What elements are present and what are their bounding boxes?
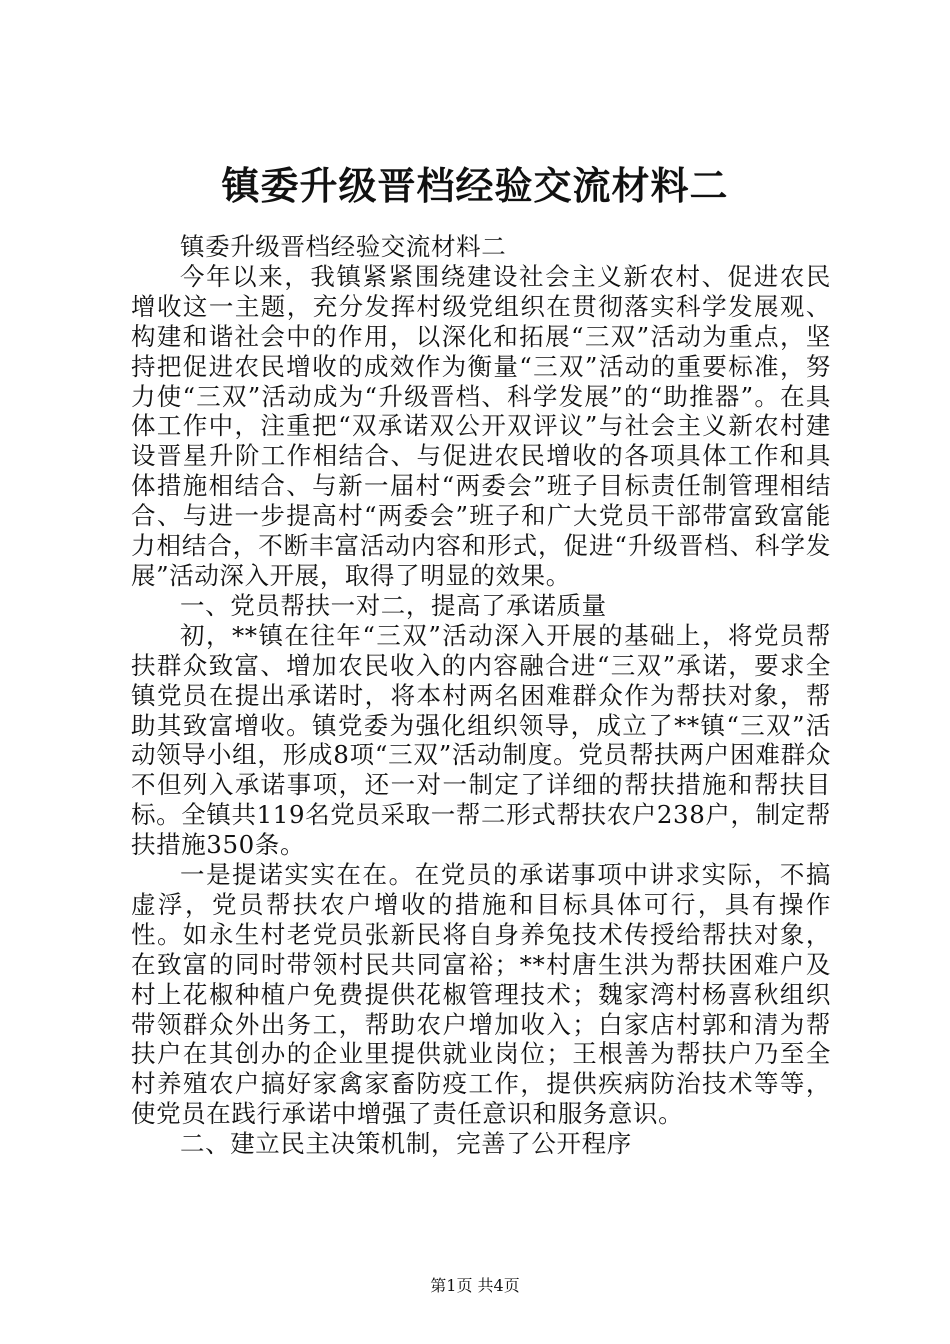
- section-heading-1: 一、党员帮扶一对二，提高了承诺质量: [180, 590, 607, 620]
- body-paragraph: 一是提诺实实在在。在党员的承诺事项中讲求实际，不搞虚浮，党员帮扶农户增收的措施和目标具体可行，具有操作性。如永生村老党员张新民将自身养兔技术传授给帮扶对象，在致富的同时带领村民共同富裕；**村唐生洪为帮扶困难户及村上花椒种植户免费提供花椒管理技术；魏家湾村杨喜秋组织带领群众外出务工，帮助农户增加收入；白家店村郭和清为帮扶户在其创办的企业里提供就业岗位；王根善为帮扶户乃至全村养殖农户搞好家禽家畜防疫工作，提供疾病防治技术等等，使党员在践行承诺中增强了责任意识和服务意识。: [131, 860, 831, 1129]
- subtitle-paragraph: 镇委升级晋档经验交流材料二: [180, 232, 507, 261]
- intro-paragraph: 今年以来，我镇紧紧围绕建设社会主义新农村、促进农民增收这一主题，充分发挥村级党组织在贯彻落实科学发展观、构建和谐社会中的作用，以深化和拓展“三双”活动为重点，坚持把促进农民增收的成效作为衡量“三双”活动的重要标准，努力使“三双”活动成为“升级晋档、科学发展”的“助推器”。在具体工作中，注重把“双承诺双公开双评议”与社会主义新农村建设晋星升阶工作相结合、与促进农民增收的各项具体工作和具体措施相结合、与新一届村“两委会”班子目标责任制管理相结合、与进一步提高村“两委会”班子和广大党员干部带富致富能力相结合，不断丰富活动内容和形式，促进“升级晋档、科学发展”活动深入开展，取得了明显的效果。: [131, 261, 831, 590]
- page-number-footer: 第1页 共4页: [430, 1276, 520, 1295]
- section-heading-2: 二、建立民主决策机制，完善了公开程序: [180, 1129, 632, 1159]
- document-title: 镇委升级晋档经验交流材料二: [221, 164, 729, 208]
- document-body: [131, 232, 831, 1159]
- body-paragraph: 初，**镇在往年“三双”活动深入开展的基础上，将党员帮扶群众致富、增加农民收入的内容融合进“三双”承诺，要求全镇党员在提出承诺时，将本村两名困难群众作为帮扶对象，帮助其致富增收。镇党委为强化组织领导，成立了**镇“三双”活动领导小组，形成8项“三双”活动制度。党员帮扶两户困难群众不但列入承诺事项，还一对一制定了详细的帮扶措施和帮扶目标。全镇共119名党员采取一帮二形式帮扶农户238户，制定帮扶措施350条。: [131, 620, 831, 860]
